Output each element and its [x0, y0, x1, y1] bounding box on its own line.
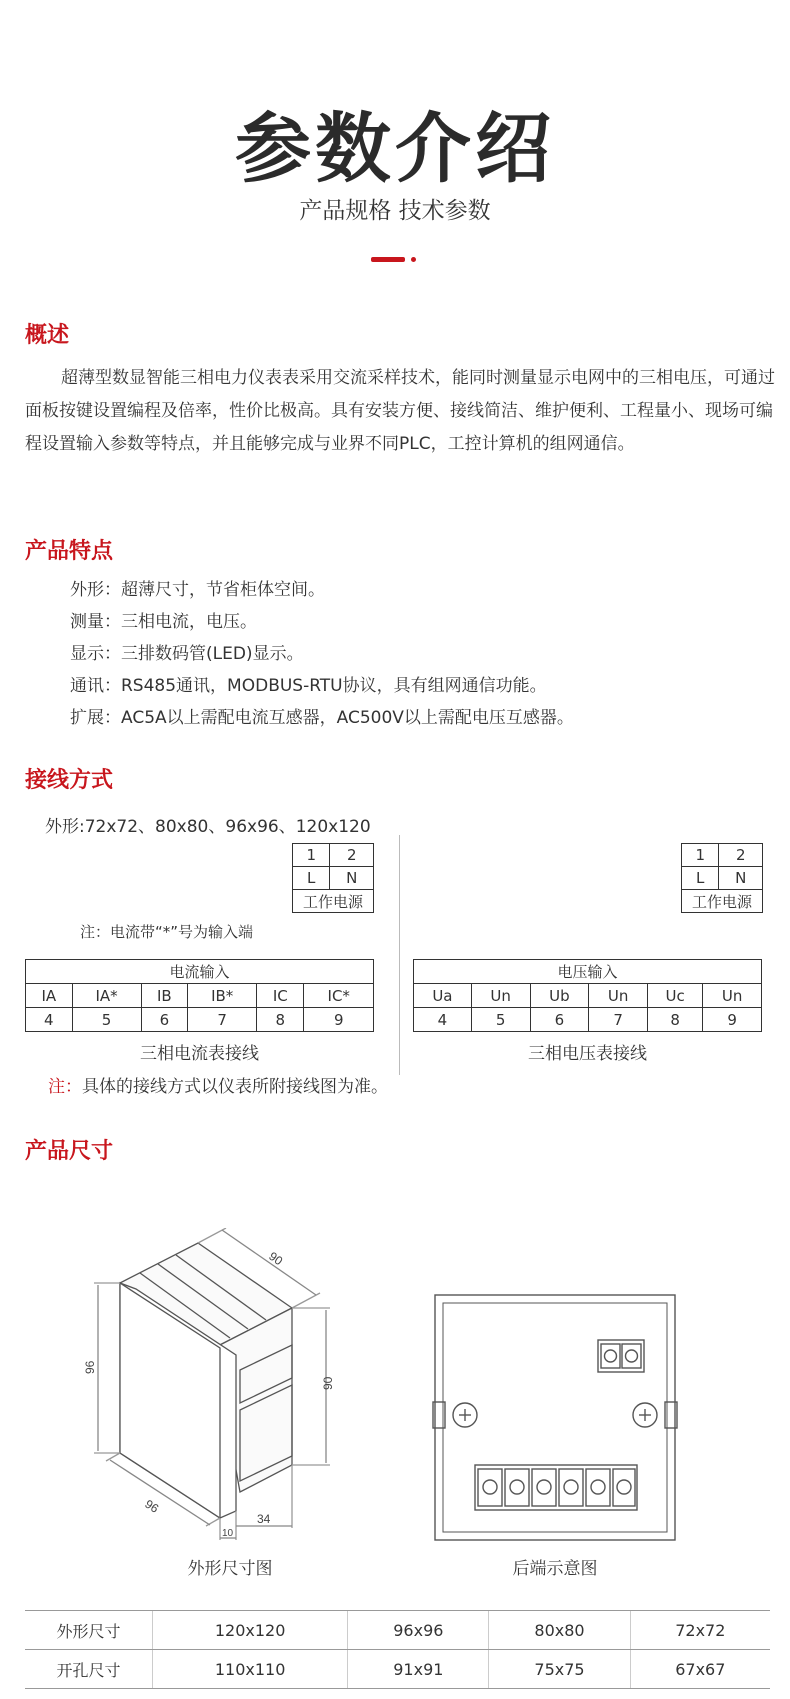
wiring-divider	[399, 835, 400, 1075]
voltage-terminal: 4	[414, 1008, 472, 1032]
outline-dimension-drawing	[80, 1228, 370, 1548]
voltage-label: Un	[471, 984, 530, 1008]
voltage-input-table	[413, 959, 762, 1032]
power-terminal-l: L	[293, 867, 330, 890]
wiring-note-prefix: 注：	[48, 1077, 82, 1097]
dim-34: 34	[257, 1512, 271, 1526]
dim-10: 10	[222, 1528, 234, 1539]
page-title: 参数介绍	[235, 104, 555, 193]
overview-text: 超薄型数显智能三相电力仪表表采用交流采样技术，能同时测量显示电网中的三相电压，可通过面板按键设置编程及倍率，性价比极高。具有安装方便、接线简洁、维护便利、工程量小、现场可编程设置输入参数等特点，并且能够完成与业界不同PLC，工控计算机的组网通信。	[25, 368, 775, 454]
feature-item: 外形：超薄尺寸，节省柜体空间。	[70, 580, 325, 600]
current-terminal: 6	[141, 1008, 188, 1032]
cutout-size: 110x110	[153, 1650, 348, 1689]
cutout-size: 75x75	[489, 1650, 630, 1689]
dimension-table	[25, 1610, 770, 1689]
outline-size: 96x96	[348, 1611, 489, 1650]
power-label: 工作电源	[682, 890, 763, 913]
current-label: IB	[141, 984, 188, 1008]
power-terminal-table-right	[681, 843, 763, 913]
wiring-title: 接线方式	[25, 768, 114, 793]
power-terminal-1: 1	[682, 844, 719, 867]
cutout-size: 67x67	[630, 1650, 770, 1689]
voltage-terminal: 5	[471, 1008, 530, 1032]
outline-caption: 外形尺寸图	[187, 1559, 273, 1579]
voltage-terminal: 7	[589, 1008, 648, 1032]
voltage-caption: 三相电压表接线	[528, 1044, 647, 1064]
power-terminal-table-left	[292, 843, 374, 913]
features-title: 产品特点	[25, 539, 114, 564]
rear-caption: 后端示意图	[512, 1559, 598, 1579]
title-underline	[371, 257, 405, 262]
overview-title: 概述	[25, 323, 70, 348]
current-label: IA*	[72, 984, 141, 1008]
feature-item: 通讯：RS485通讯，MODBUS-RTU协议，具有组网通信功能。	[70, 676, 547, 696]
wiring-size-label: 外形:72x72、80x80、96x96、120x120	[45, 817, 371, 837]
dimensions-title: 产品尺寸	[25, 1139, 114, 1164]
feature-item: 扩展：AC5A以上需配电流互感器，AC500V以上需配电压互感器。	[70, 708, 574, 728]
current-terminal: 9	[304, 1008, 374, 1032]
voltage-label: Ub	[530, 984, 589, 1008]
wiring-note-text: 具体的接线方式以仪表所附接线图为准。	[82, 1077, 388, 1097]
power-terminal-2: 2	[719, 844, 763, 867]
power-terminal-2: 2	[330, 844, 374, 867]
current-label: IC*	[304, 984, 374, 1008]
dim-96-bottom: 96	[142, 1496, 162, 1516]
outline-size: 72x72	[630, 1611, 770, 1650]
page-subtitle: 产品规格 技术参数	[299, 198, 491, 224]
dim-90-side: 90	[321, 1376, 335, 1390]
voltage-terminal: 9	[703, 1008, 762, 1032]
power-terminal-l: L	[682, 867, 719, 890]
current-terminal: 7	[188, 1008, 257, 1032]
voltage-label: Uc	[647, 984, 702, 1008]
current-input-table	[25, 959, 374, 1032]
current-label: IA	[26, 984, 73, 1008]
current-terminal: 4	[26, 1008, 73, 1032]
power-terminal-n: N	[330, 867, 374, 890]
cutout-size: 91x91	[348, 1650, 489, 1689]
feature-item: 测量：三相电流，电压。	[70, 612, 257, 632]
power-terminal-n: N	[719, 867, 763, 890]
rear-view-drawing	[430, 1290, 680, 1550]
current-terminal: 8	[257, 1008, 304, 1032]
wiring-note	[48, 1072, 388, 1097]
dim-90-top: 90	[266, 1248, 286, 1269]
voltage-label: Un	[589, 984, 648, 1008]
voltage-input-header: 电压输入	[414, 960, 762, 984]
feature-item: 显示：三排数码管(LED)显示。	[70, 644, 304, 664]
outline-size: 120x120	[153, 1611, 348, 1650]
voltage-terminal: 6	[530, 1008, 589, 1032]
power-label: 工作电源	[293, 890, 374, 913]
voltage-label: Un	[703, 984, 762, 1008]
current-terminal: 5	[72, 1008, 141, 1032]
dim-96-left: 96	[83, 1360, 97, 1374]
row-label-outline: 外形尺寸	[25, 1611, 153, 1650]
current-input-header: 电流输入	[26, 960, 374, 984]
current-caption: 三相电流表接线	[140, 1044, 259, 1064]
row-label-cutout: 开孔尺寸	[25, 1650, 153, 1689]
outline-size: 80x80	[489, 1611, 630, 1650]
current-note: 注：电流带“*”号为输入端	[80, 923, 254, 941]
voltage-terminal: 8	[647, 1008, 702, 1032]
current-label: IC	[257, 984, 304, 1008]
voltage-label: Ua	[414, 984, 472, 1008]
title-dot	[411, 257, 416, 262]
power-terminal-1: 1	[293, 844, 330, 867]
current-label: IB*	[188, 984, 257, 1008]
